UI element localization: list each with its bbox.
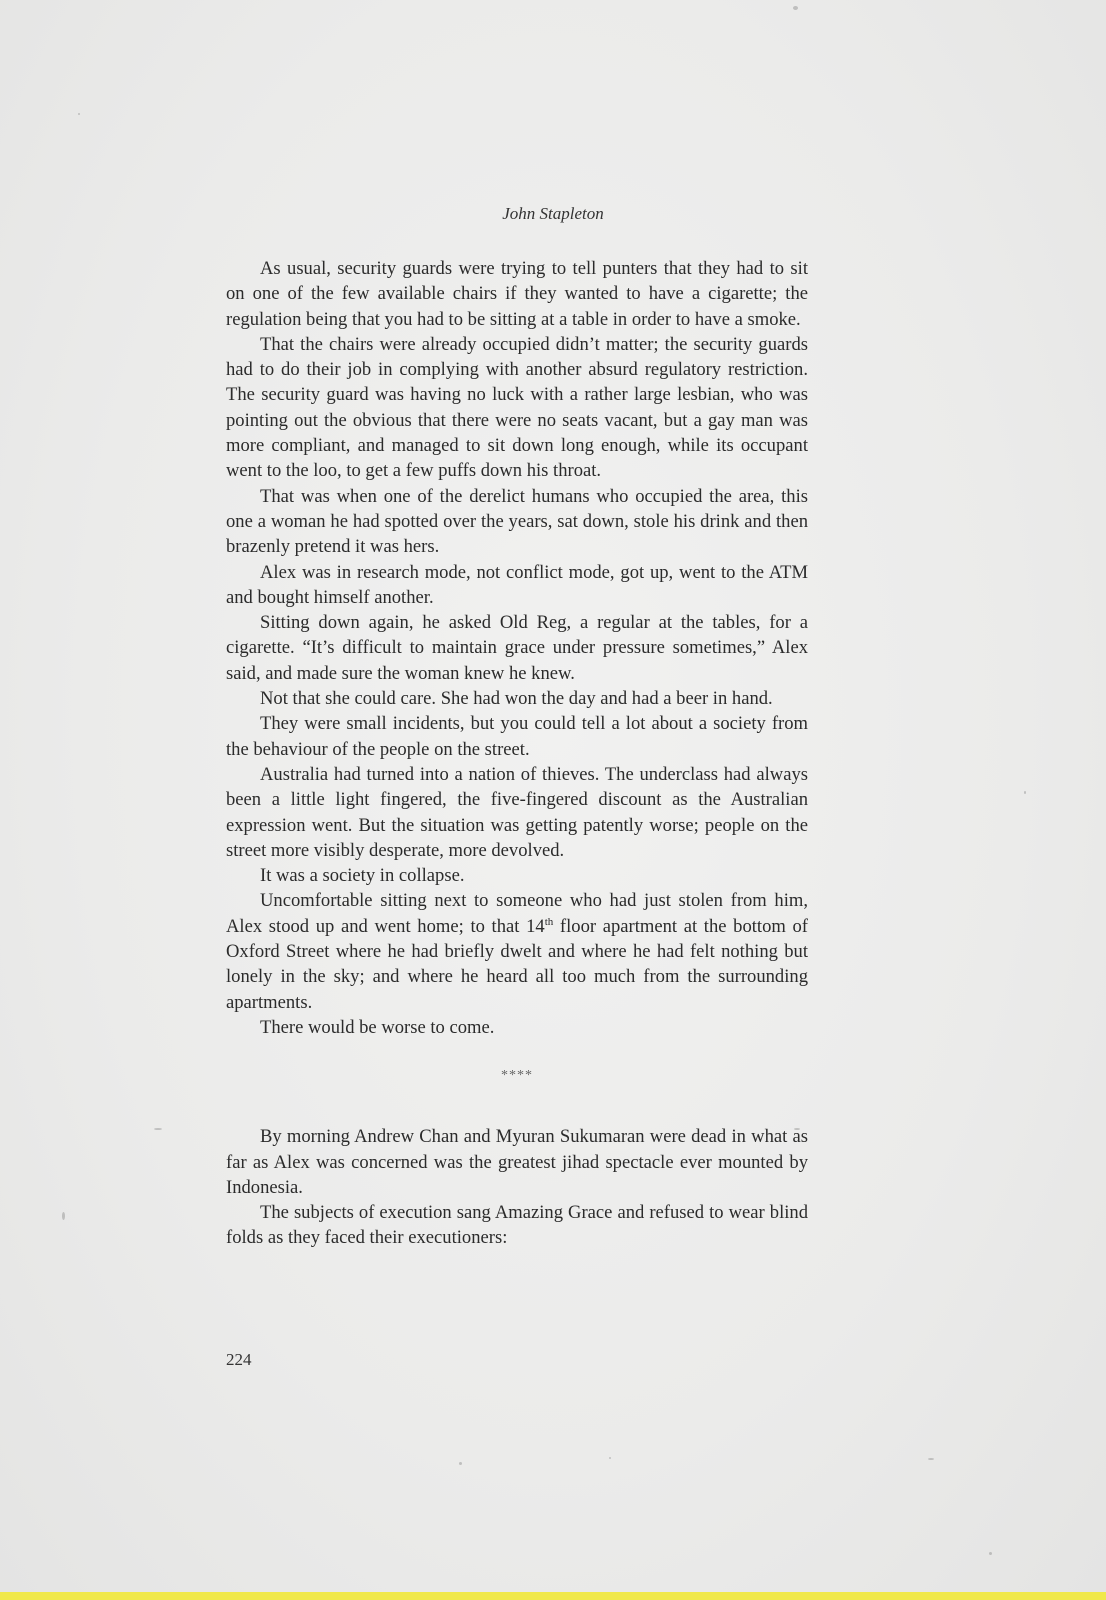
paragraph: There would be worse to come. (260, 1016, 495, 1038)
paper-speck (459, 1462, 462, 1465)
paragraph-text: floor apartment at the bottom of Oxford Street where he had briefly dwelt and where he had felt nothing but lonely in the sky; and where he heard all too much from the surrounding apartments. (226, 915, 809, 1013)
paper-speck (62, 1212, 65, 1220)
paper-speck (609, 1457, 611, 1459)
paper-speck (928, 1458, 934, 1460)
paragraph: Alex was in research mode, not conflict mode, got up, went to the ATM and bought himself another. (226, 561, 808, 608)
page-edge-band (0, 1592, 1106, 1600)
running-head: John Stapleton (502, 204, 604, 223)
paragraph: Not that she could care. She had won the day and had a beer in hand. (260, 688, 773, 710)
page-number: 224 (226, 1350, 252, 1369)
paragraph: By morning Andrew Chan and Myuran Sukumaran were dead in what as far as Alex was concerned was the greatest jihad spectacle ever mounted by Indonesia. (226, 1126, 808, 1198)
paragraph: They were small incidents, but you could tell a lot about a society from the behaviour of the people on the street. (226, 713, 808, 760)
paragraph-text: Uncomfortable sitting next to someone who had just stolen from him, Alex stood up and went home; to that 14 (226, 890, 808, 937)
paragraph: As usual, security guards were trying to tell punters that they had to sit on one of the few available chairs if they wanted to have a cigarette; the regulation being that you had to be sitting at a table in order to have a smoke. (226, 258, 808, 330)
paragraph: Sitting down again, he asked Old Reg, a regular at the tables, for a cigarette. “It’s difficult to maintain grace under pressure sometimes,” Alex said, and made sure the woman knew he knew. (226, 612, 808, 684)
paragraph: That the chairs were already occupied didn’t matter; the security guards had to do their job in complying with another absurd regulatory restriction. The security guard was having no luck with a rather large lesbian, who was pointing out the obvious that there were no seats vacant, but a gay man was more compliant, and managed to sit down long enough, while its occupant went to the loo, to get a few puffs down his throat. (226, 333, 808, 482)
body-text (226, 256, 808, 1251)
paper-speck (78, 113, 80, 115)
paper-speck (1024, 791, 1026, 794)
paragraph: Australia had turned into a nation of thieves. The underclass had always been a little light fingered, the five-fingered discount as the Australian expression went. But the situation was getting patently worse; people on the street more visibly desperate, more devolved. (226, 763, 808, 861)
paragraph: It was a society in collapse. (260, 865, 465, 887)
paper-speck (989, 1552, 992, 1555)
paper-speck (154, 1128, 162, 1130)
paragraph-floor-apartment (226, 888, 808, 1014)
paragraph: The subjects of execution sang Amazing Grace and refused to wear blind folds as they faced their executioners: (226, 1202, 808, 1249)
paper-speck (793, 6, 798, 10)
ordinal-superscript: th (544, 915, 554, 928)
paragraph: That was when one of the derelict humans who occupied the area, this one a woman he had spotted over the years, sat down, stole his drink and then brazenly pretend it was hers. (226, 485, 808, 558)
section-break: **** (501, 1068, 533, 1084)
